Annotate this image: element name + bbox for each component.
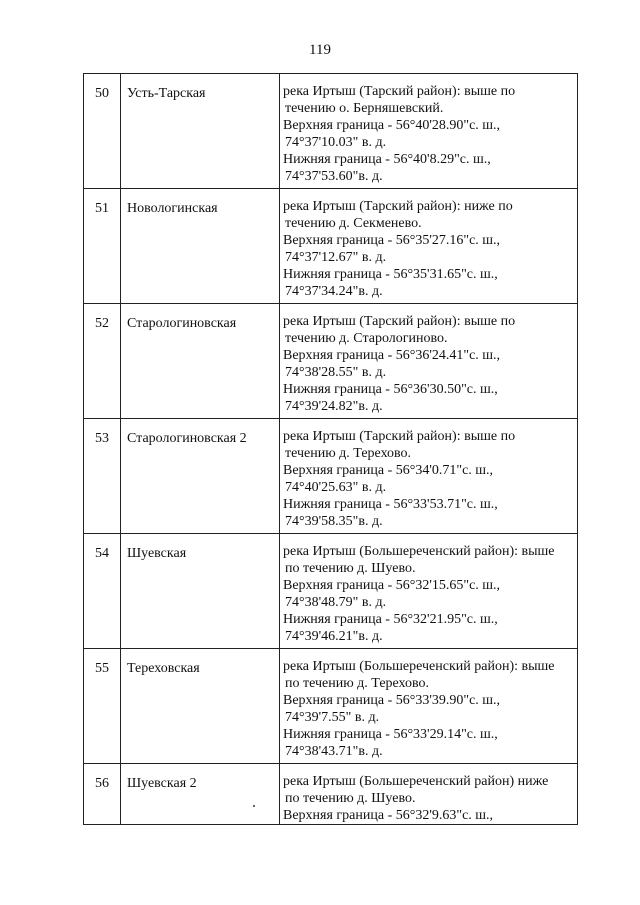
description-line: река Иртыш (Большереченский район): выше: [283, 659, 555, 674]
description-line: река Иртыш (Большереченский район) ниже: [283, 774, 549, 789]
description-line: 74°39'58.35"в. д.: [285, 514, 383, 529]
description-line: Нижняя граница - 56°33'29.14"с. ш.,: [283, 727, 498, 742]
description-line: 74°39'46.21"в. д.: [285, 629, 383, 644]
description-line: река Иртыш (Тарский район): выше по: [283, 84, 516, 99]
description-line: Нижняя граница - 56°32'21.95"с. ш.,: [283, 612, 498, 627]
site-name: Тереховская: [121, 649, 280, 764]
page-number: 119: [309, 42, 331, 58]
description-line: Нижняя граница - 56°35'31.65"с. ш.,: [283, 267, 498, 282]
description-line: Верхняя граница - 56°33'39.90"с. ш.,: [283, 693, 501, 708]
table-row: [84, 189, 578, 304]
site-description: [280, 189, 578, 304]
table-row: [84, 419, 578, 534]
description-line: течению д. Терехово.: [285, 446, 412, 461]
site-name: Шуевская: [121, 534, 280, 649]
description-line: Верхняя граница - 56°35'27.16"с. ш.,: [283, 233, 501, 248]
description-line: 74°39'24.82"в. д.: [285, 399, 383, 414]
description-line: течению д. Старологиново.: [285, 331, 448, 346]
description-line: Верхняя граница - 56°34'0.71"с. ш.,: [283, 463, 494, 478]
table-row: [84, 764, 578, 825]
site-description: [280, 419, 578, 534]
site-description: [280, 764, 578, 825]
description-line: Верхняя граница - 56°40'28.90"с. ш.,: [283, 118, 501, 133]
table-row: [84, 534, 578, 649]
row-number: 54: [84, 534, 121, 649]
row-number: 53: [84, 419, 121, 534]
table-row: [84, 649, 578, 764]
site-name: Усть-Тарская: [121, 74, 280, 189]
site-name: Шуевская 2: [121, 764, 280, 825]
table-row: [84, 74, 578, 189]
table-body: [84, 74, 578, 825]
description-line: по течению д. Терехово.: [285, 676, 430, 691]
site-description: [280, 304, 578, 419]
description-line: течению д. Секменево.: [285, 216, 422, 231]
description-line: река Иртыш (Тарский район): выше по: [283, 429, 516, 444]
description-line: по течению д. Шуево.: [285, 561, 416, 576]
description-line: Нижняя граница - 56°33'53.71"с. ш.,: [283, 497, 498, 512]
fishing-zones-table: [83, 73, 578, 825]
description-line: 74°37'53.60"в. д.: [285, 169, 383, 184]
row-number: 50: [84, 74, 121, 189]
description-line: 74°37'12.67" в. д.: [285, 250, 387, 265]
site-name: Старологиновская 2: [121, 419, 280, 534]
description-line: Нижняя граница - 56°40'8.29"с. ш.,: [283, 152, 491, 167]
description-line: 74°40'25.63" в. д.: [285, 480, 387, 495]
description-line: 74°38'28.55" в. д.: [285, 365, 387, 380]
stray-mark: [253, 805, 255, 807]
description-line: река Иртыш (Большереченский район): выше: [283, 544, 555, 559]
site-description: [280, 649, 578, 764]
description-line: течению о. Берняшевский.: [285, 101, 444, 116]
row-number: 51: [84, 189, 121, 304]
description-line: Верхняя граница - 56°36'24.41"с. ш.,: [283, 348, 501, 363]
site-description: [280, 74, 578, 189]
description-line: 74°37'34.24"в. д.: [285, 284, 383, 299]
site-name: Новологинская: [121, 189, 280, 304]
table-row: [84, 304, 578, 419]
description-line: Верхняя граница - 56°32'15.65"с. ш.,: [283, 578, 501, 593]
site-name: Старологиновская: [121, 304, 280, 419]
description-line: 74°38'48.79" в. д.: [285, 595, 387, 610]
row-number: 52: [84, 304, 121, 419]
description-line: река Иртыш (Тарский район): ниже по: [283, 199, 513, 214]
row-number: 56: [84, 764, 121, 825]
description-line: по течению д. Шуево.: [285, 791, 416, 806]
site-description: [280, 534, 578, 649]
description-line: Верхняя граница - 56°32'9.63"с. ш.,: [283, 808, 494, 823]
description-line: 74°39'7.55" в. д.: [285, 710, 380, 725]
description-line: 74°38'43.71"в. д.: [285, 744, 383, 759]
description-line: 74°37'10.03" в. д.: [285, 135, 387, 150]
row-number: 55: [84, 649, 121, 764]
description-line: Нижняя граница - 56°36'30.50"с. ш.,: [283, 382, 498, 397]
description-line: река Иртыш (Тарский район): выше по: [283, 314, 516, 329]
